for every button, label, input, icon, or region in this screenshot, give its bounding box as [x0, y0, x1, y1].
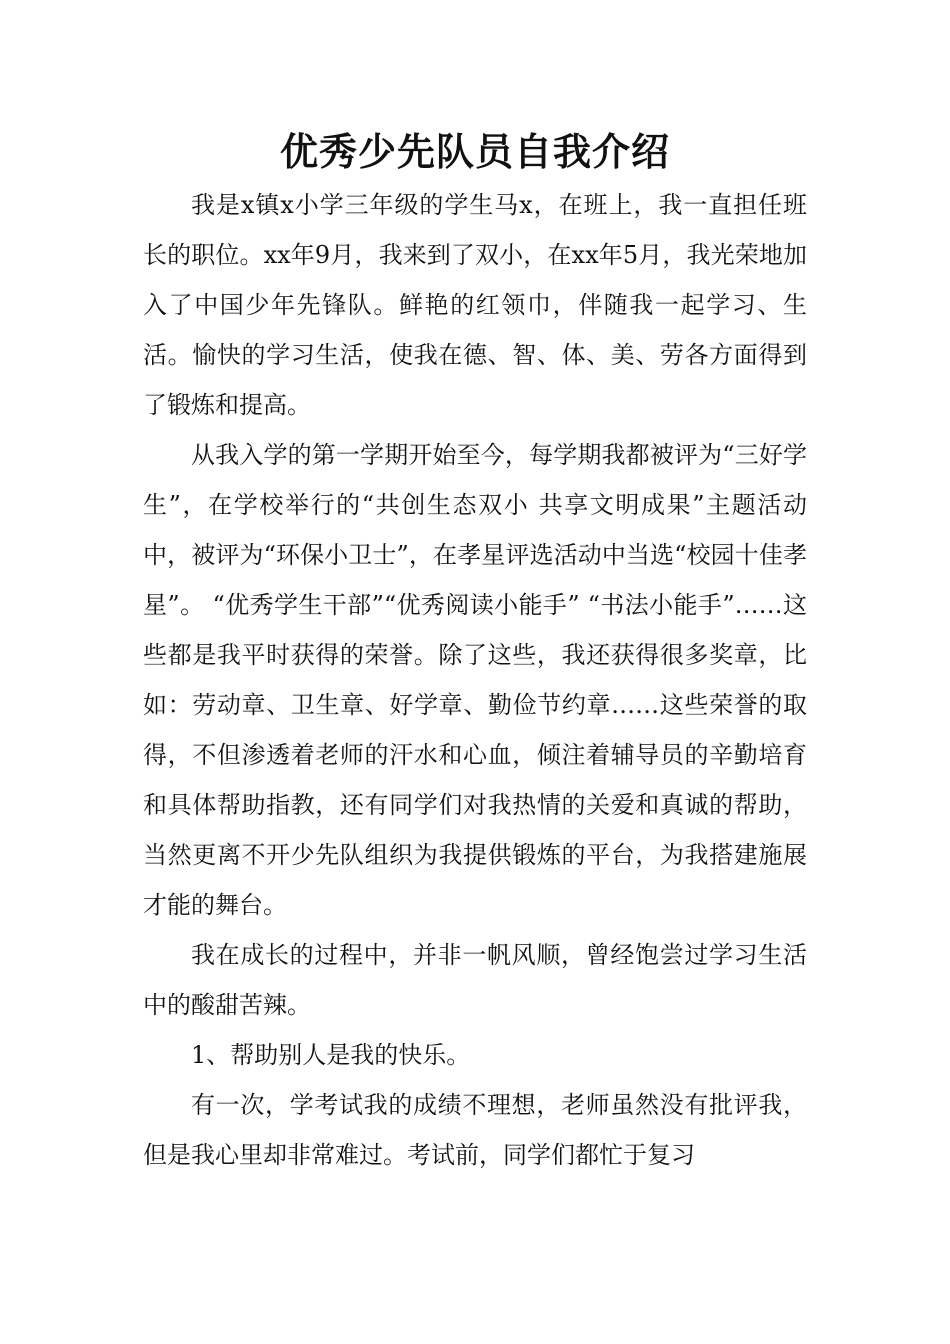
document-title: 优秀少先队员自我介绍 [279, 129, 670, 174]
document-body [143, 180, 807, 1180]
paragraph: 我在成长的过程中，并非一帆风顺，曾经饱尝过学习生活中的酸甜苦辣。 [143, 941, 807, 1019]
paragraph: 我是x镇x小学三年级的学生马x，在班上，我一直担任班长的职位。xx年9月，我来到了双小，在xx年5月，我光荣地加入了中国少年先锋队。鲜艳的红领巾，伴随我一起学习、生活。愉快的学习生活，使我在德、智、体、美、劳各方面得到了锻炼和提高。 [143, 191, 807, 419]
paragraph: 1、帮助别人是我的快乐。 [191, 1041, 471, 1069]
paragraph: 从我入学的第一学期开始至今，每学期我都被评为“三好学生”，在学校举行的“共创生态双小 共享文明成果”主题活动中，被评为“环保小卫士”，在孝星评选活动中当选“校园十佳孝星”。 “优秀学生干部”“优秀阅读小能手” “书法小能手”……这些都是我平时获得的荣誉。除了这些，我还获得很多奖章，比如：劳动章、卫生章、好学章、勤俭节约章……这些荣誉的取得，不但渗透着老师的汗水和心血，倾注着辅导员的辛勤培育和具体帮助指教，还有同学们对我热情的关爱和真诚的帮助，当然更离不开少先队组织为我提供锻炼的平台，为我搭建施展才能的舞台。 [143, 441, 807, 919]
paragraph: 有一次，学考试我的成绩不理想，老师虽然没有批评我，但是我心里却非常难过。考试前，同学们都忙于复习 [143, 1091, 807, 1169]
